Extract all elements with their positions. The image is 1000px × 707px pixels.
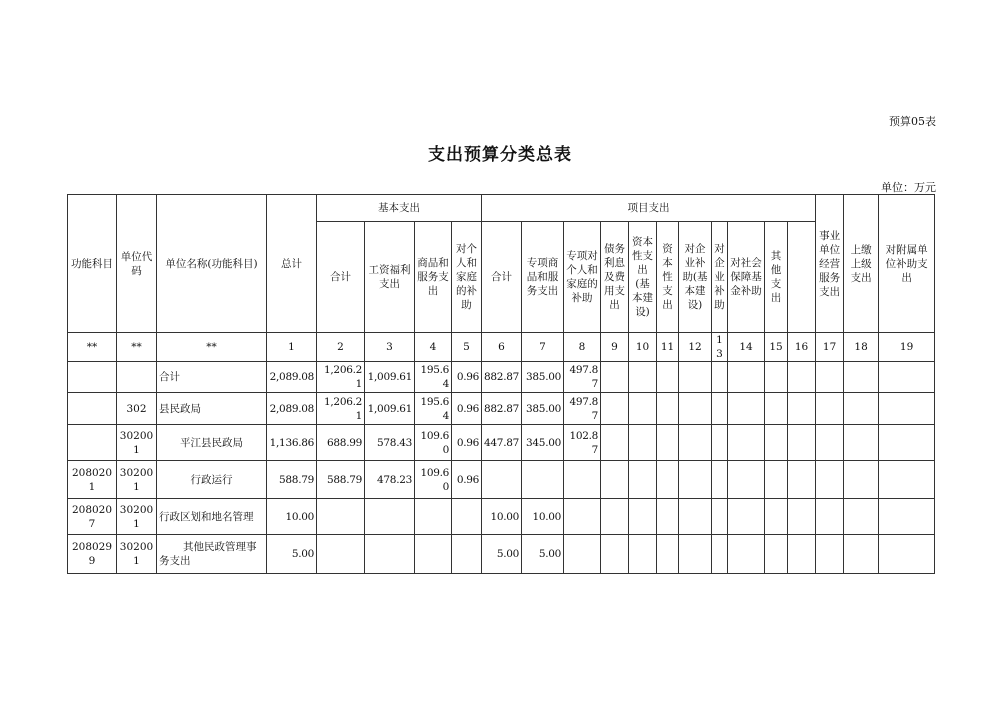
column-index-row [68,333,935,362]
header-total: 总计 [267,195,317,333]
header-enterprise-subsidy-construction: 对企业补助(基本建设) [679,222,712,333]
wages-cell [365,499,415,535]
func-code-cell: 2080299 [68,535,117,574]
total-cell: 5.00 [267,535,317,574]
project-sum-cell: 882.87 [482,362,522,393]
header-func-subject: 功能科目 [68,195,117,333]
unit-name-cell: 县民政局 [157,393,267,425]
basic-sum-cell: 1,206.21 [317,393,365,425]
index-cell: ** [117,333,157,362]
table-row [68,499,935,535]
goods-services-cell: 109.60 [415,425,452,461]
total-cell: 588.79 [267,461,317,499]
unit-code-cell [117,362,157,393]
index-cell: 14 [728,333,765,362]
project-sum-cell: 882.87 [482,393,522,425]
subsidy-individual-cell [452,535,482,574]
header-remit-upper: 上缴上级支出 [844,195,879,333]
goods-services-cell: 195.64 [415,393,452,425]
subsidy-individual-cell: 0.96 [452,461,482,499]
header-capital: 资本性支出 [657,222,679,333]
header-enterprise-subsidy: 对企业补助 [712,222,728,333]
goods-services-cell [415,499,452,535]
project-sum-cell: 447.87 [482,425,522,461]
special-goods-cell: 345.00 [522,425,564,461]
total-cell: 1,136.86 [267,425,317,461]
header-basic-expenditure: 基本支出 [317,195,482,222]
unit-name-cell: 合计 [157,362,267,393]
subsidy-individual-cell: 0.96 [452,362,482,393]
func-code-cell [68,425,117,461]
header-project-sum: 合计 [482,222,522,333]
wages-cell [365,535,415,574]
index-cell: 13 [712,333,728,362]
header-wages: 工资福利支出 [365,222,415,333]
header-debt-interest: 债务利息及费用支出 [601,222,629,333]
basic-sum-cell [317,499,365,535]
header-social-security: 对社会保障基金补助 [728,222,765,333]
index-cell: 18 [844,333,879,362]
unit-code-cell: 302001 [117,461,157,499]
project-sum-cell: 5.00 [482,535,522,574]
unit-code-cell: 302001 [117,425,157,461]
special-goods-cell: 385.00 [522,362,564,393]
subsidy-individual-cell: 0.96 [452,425,482,461]
table-row [68,535,935,574]
unit-name-cell: 行政区划和地名管理 [157,499,267,535]
index-cell: 10 [629,333,657,362]
unit-label: 单位：万元 [881,181,936,194]
index-cell: 19 [879,333,935,362]
unit-name-cell: 其他民政管理事务支出 [157,535,267,574]
index-cell: 6 [482,333,522,362]
table-row [68,461,935,499]
index-cell: 15 [765,333,788,362]
project-subsidy-individual-cell [564,461,601,499]
project-subsidy-individual-cell: 102.87 [564,425,601,461]
subsidy-individual-cell [452,499,482,535]
index-cell: ** [68,333,117,362]
total-cell: 2,089.08 [267,393,317,425]
header-business-service: 事业单位经营服务支出 [816,195,844,333]
index-cell: 8 [564,333,601,362]
form-number: 预算05表 [889,115,936,128]
header-basic-sum: 合计 [317,222,365,333]
header-unit-code: 单位代码 [117,195,157,333]
index-cell: 3 [365,333,415,362]
index-cell: 5 [452,333,482,362]
table-row [68,362,935,393]
func-code-cell [68,393,117,425]
special-goods-cell: 10.00 [522,499,564,535]
special-goods-cell: 385.00 [522,393,564,425]
index-cell: 12 [679,333,712,362]
special-goods-cell: 5.00 [522,535,564,574]
unit-code-cell: 302001 [117,535,157,574]
index-cell: 11 [657,333,679,362]
unit-code-cell: 302 [117,393,157,425]
project-sum-cell: 10.00 [482,499,522,535]
table-row [68,393,935,425]
header-goods-services: 商品和服务支出 [415,222,452,333]
wages-cell: 1,009.61 [365,362,415,393]
index-cell: 16 [788,333,816,362]
unit-name-cell: 平江县民政局 [157,425,267,461]
index-cell: 9 [601,333,629,362]
header-project-expenditure: 项目支出 [482,195,816,222]
header-unit-name: 单位名称(功能科目) [157,195,267,333]
wages-cell: 1,009.61 [365,393,415,425]
header-subsidiary-subsidy: 对附属单位补助支出 [879,195,935,333]
project-subsidy-individual-cell: 497.87 [564,393,601,425]
wages-cell: 578.43 [365,425,415,461]
total-cell: 10.00 [267,499,317,535]
func-code-cell: 2080201 [68,461,117,499]
func-code-cell [68,362,117,393]
index-cell: ** [157,333,267,362]
index-cell: 1 [267,333,317,362]
basic-sum-cell [317,535,365,574]
basic-sum-cell: 1,206.21 [317,362,365,393]
special-goods-cell [522,461,564,499]
header-special-goods: 专项商品和服务支出 [522,222,564,333]
index-cell: 4 [415,333,452,362]
basic-sum-cell: 688.99 [317,425,365,461]
project-sum-cell [482,461,522,499]
table-row [68,425,935,461]
func-code-cell: 2080207 [68,499,117,535]
expenditure-budget-table [67,194,935,574]
project-subsidy-individual-cell [564,535,601,574]
index-cell: 17 [816,333,844,362]
total-cell: 2,089.08 [267,362,317,393]
index-cell: 7 [522,333,564,362]
header-other: 其他支出 [765,222,788,333]
goods-services-cell [415,535,452,574]
basic-sum-cell: 588.79 [317,461,365,499]
unit-code-cell: 302001 [117,499,157,535]
page-title: 支出预算分类总表 [428,145,572,165]
header-project-subsidy-individual: 专项对个人和家庭的补助 [564,222,601,333]
goods-services-cell: 109.60 [415,461,452,499]
index-cell: 2 [317,333,365,362]
header-subsidy-individual: 对个人和家庭的补助 [452,222,482,333]
subsidy-individual-cell: 0.96 [452,393,482,425]
project-subsidy-individual-cell [564,499,601,535]
wages-cell: 478.23 [365,461,415,499]
unit-name-cell: 行政运行 [157,461,267,499]
header-capital-construction: 资本性支出(基本建设) [629,222,657,333]
goods-services-cell: 195.64 [415,362,452,393]
project-subsidy-individual-cell: 497.87 [564,362,601,393]
